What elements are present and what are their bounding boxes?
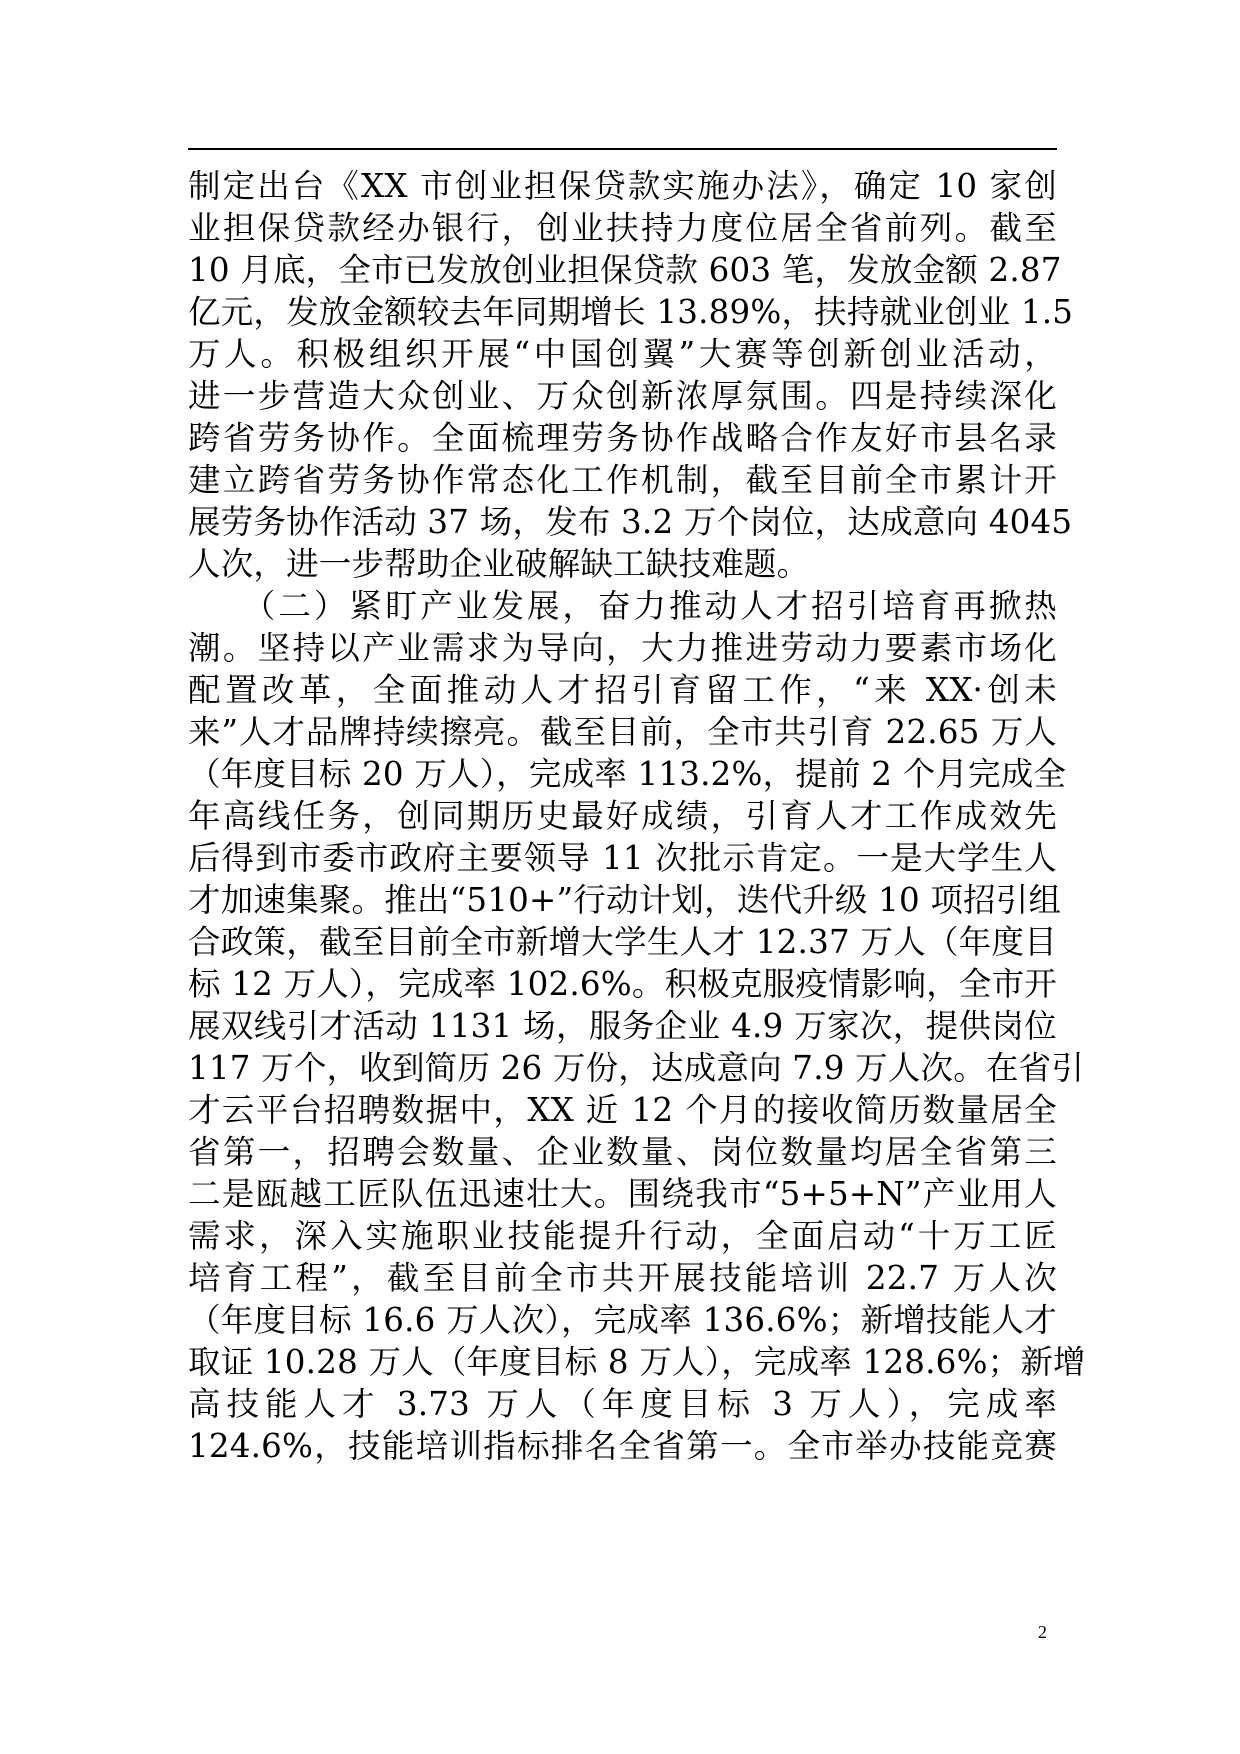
text-line: 取证 10.28 万人（年度目标 8 万人），完成率 128.6%；新增 xyxy=(188,1343,1086,1381)
text-line: （二）紧盯产业发展，奋力推动人才招引培育再掀热 xyxy=(188,587,1057,625)
text-line: 培育工程”，截至目前全市共开展技能培训 22.7 万人次 xyxy=(188,1259,1057,1297)
text-line: 年高线任务，创同期历史最好成绩，引育人才工作成效先 xyxy=(188,797,1057,835)
text-line: 配置改革，全面推动人才招引育留工作，“来 XX·创未 xyxy=(188,671,1057,709)
text-line: 业担保贷款经办银行，创业扶持力度位居全省前列。截至 xyxy=(188,209,1057,247)
text-line: （年度目标 16.6 万人次），完成率 136.6%；新增技能人才 xyxy=(188,1301,1057,1339)
text-line: 进一步营造大众创业、万众创新浓厚氛围。四是持续深化 xyxy=(188,377,1057,415)
text-line: 亿元，发放金额较去年同期增长 13.89%，扶持就业创业 1.5 xyxy=(188,293,1074,331)
text-line: 高技能人才 3.73 万人（年度目标 3 万人），完成率 xyxy=(188,1385,1057,1423)
text-line: 人次，进一步帮助企业破解缺工缺技难题。 xyxy=(188,545,810,583)
text-line: 来”人才品牌持续擦亮。截至目前，全市共引育 22.65 万人 xyxy=(188,713,1057,751)
text-line: （年度目标 20 万人），完成率 113.2%，提前 2 个月完成全 xyxy=(188,755,1067,793)
text-line: 展劳务协作活动 37 场，发布 3.2 万个岗位，达成意向 4045 xyxy=(188,503,1073,541)
text-line: 117 万个，收到简历 26 万份，达成意向 7.9 万人次。在省引 xyxy=(188,1049,1085,1087)
text-line: 建立跨省劳务协作常态化工作机制，截至目前全市累计开 xyxy=(188,461,1057,499)
text-line: 后得到市委市政府主要领导 11 次批示肯定。一是大学生人 xyxy=(188,839,1057,877)
text-line: 124.6%，技能培训指标排名全省第一。全市举办技能竞赛 xyxy=(188,1427,1057,1465)
text-line: 标 12 万人），完成率 102.6%。积极克服疫情影响，全市开 xyxy=(188,965,1057,1003)
text-line: 省第一，招聘会数量、企业数量、岗位数量均居全省第三 xyxy=(188,1133,1057,1171)
text-line: 需求，深入实施职业技能提升行动，全面启动“十万工匠 xyxy=(188,1217,1057,1255)
page-number: 2 xyxy=(1038,1622,1047,1642)
text-line: 展双线引才活动 1131 场，服务企业 4.9 万家次，提供岗位 xyxy=(188,1007,1057,1045)
text-line: 才云平台招聘数据中，XX 近 12 个月的接收简历数量居全 xyxy=(188,1091,1057,1129)
text-line: 二是瓯越工匠队伍迅速壮大。围绕我市“5+5+N”产业用人 xyxy=(188,1175,1057,1213)
text-line: 10 月底，全市已发放创业担保贷款 603 笔，发放金额 2.87 xyxy=(188,251,1062,289)
text-line: 才加速集聚。推出“510+”行动计划，迭代升级 10 项招引组 xyxy=(188,881,1062,919)
text-line: 跨省劳务协作。全面梳理劳务协作战略合作友好市县名录 xyxy=(188,419,1057,457)
body-text xyxy=(188,165,1086,1467)
header-rule xyxy=(188,148,1057,150)
text-line: 合政策，截至目前全市新增大学生人才 12.37 万人（年度目 xyxy=(188,923,1057,961)
text-line: 潮。坚持以产业需求为导向，大力推进劳动力要素市场化 xyxy=(188,629,1057,667)
text-line: 万人。积极组织开展“中国创翼”大赛等创新创业活动， xyxy=(188,335,1057,373)
text-line: 制定出台《XX 市创业担保贷款实施办法》，确定 10 家创 xyxy=(188,167,1057,205)
